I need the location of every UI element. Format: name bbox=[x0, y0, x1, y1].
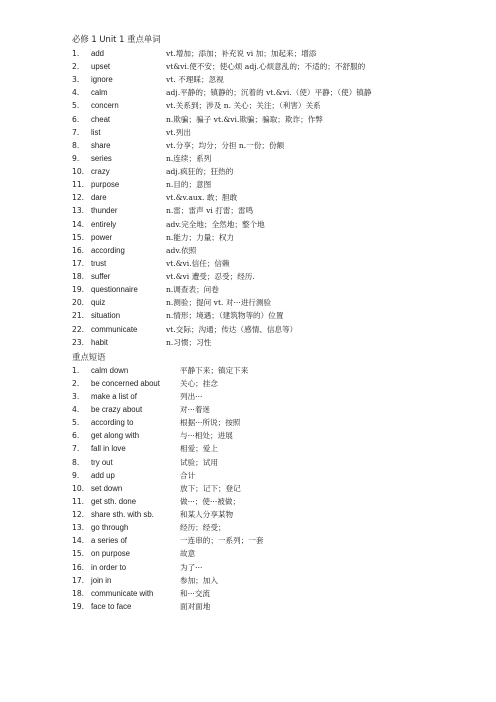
chinese-meaning: n.情形；境遇；（建筑物等的）位置 bbox=[166, 311, 284, 321]
chinese-meaning: 相爱；爱上 bbox=[180, 444, 218, 454]
item-number: 5. bbox=[72, 418, 80, 428]
english-term: according to bbox=[91, 418, 134, 428]
chinese-meaning: n.目的；意图 bbox=[166, 180, 212, 190]
chinese-meaning: 故意 bbox=[180, 549, 196, 559]
english-term: share bbox=[91, 140, 111, 150]
phrases-heading: 重点短语 bbox=[72, 351, 106, 362]
chinese-meaning: 一连串的；一系列；一套 bbox=[180, 536, 264, 546]
item-number: 17. bbox=[72, 258, 85, 268]
chinese-meaning: 和某人分享某物 bbox=[180, 510, 234, 520]
item-number: 7. bbox=[72, 127, 80, 137]
english-term: in order to bbox=[91, 562, 127, 572]
item-number: 13. bbox=[72, 523, 85, 533]
chinese-meaning: adj.平静的；镇静的；沉着的 vt.&vi.（使）平静；（使）镇静 bbox=[166, 88, 372, 98]
chinese-meaning: n.习惯；习性 bbox=[166, 337, 212, 347]
item-number: 6. bbox=[72, 114, 80, 124]
english-term: try out bbox=[91, 457, 113, 467]
item-number: 8. bbox=[72, 457, 80, 467]
item-number: 17. bbox=[72, 575, 85, 585]
item-number: 19. bbox=[72, 285, 85, 295]
chinese-meaning: 根据···所说；按照 bbox=[180, 418, 241, 428]
chinese-meaning: vt.分享；均分；分担 n.一份；份额 bbox=[166, 140, 285, 150]
english-term: fall in love bbox=[91, 444, 126, 454]
chinese-meaning: 合计 bbox=[180, 470, 196, 480]
chinese-meaning: vt. 不理睬；忽视 bbox=[166, 75, 224, 85]
item-number: 13. bbox=[72, 206, 85, 216]
item-number: 16. bbox=[72, 245, 85, 255]
chinese-meaning: n.欺骗；骗子 vt.&vi.欺骗；骗取；欺诈；作弊 bbox=[166, 114, 323, 124]
chinese-meaning: 面对面地 bbox=[180, 601, 211, 611]
item-number: 11. bbox=[72, 496, 85, 506]
english-term: communicate bbox=[91, 324, 138, 334]
english-term: trust bbox=[91, 258, 107, 268]
chinese-meaning: 和···交流 bbox=[180, 588, 211, 598]
chinese-meaning: 放下；记下；登记 bbox=[180, 483, 241, 493]
chinese-meaning: n.雷；雷声 vi 打雷；雷鸣 bbox=[166, 206, 254, 216]
document-title: 必修 1 Unit 1 重点单词 bbox=[72, 34, 161, 44]
chinese-meaning: n.测验；提问 vt. 对···进行测验 bbox=[166, 298, 272, 308]
english-term: upset bbox=[91, 62, 111, 72]
english-term: calm down bbox=[91, 365, 129, 375]
chinese-meaning: vt.&vi 遭受；忍受；经历. bbox=[166, 272, 255, 282]
english-term: ignore bbox=[91, 75, 113, 85]
item-number: 2. bbox=[72, 378, 80, 388]
item-number: 23. bbox=[72, 337, 85, 347]
chinese-meaning: n.调查表；问卷 bbox=[166, 285, 219, 295]
chinese-meaning: vt.&vi.信任；信赖 bbox=[166, 258, 230, 268]
english-term: cheat bbox=[91, 114, 111, 124]
english-term: go through bbox=[91, 523, 129, 533]
chinese-meaning: 为了··· bbox=[180, 562, 203, 572]
item-number: 3. bbox=[72, 75, 80, 85]
item-number: 12. bbox=[72, 193, 85, 203]
item-number: 9. bbox=[72, 470, 80, 480]
item-number: 11. bbox=[72, 180, 85, 190]
item-number: 20. bbox=[72, 298, 85, 308]
english-term: according bbox=[91, 245, 125, 255]
english-term: be concerned about bbox=[91, 378, 160, 388]
english-term: quiz bbox=[91, 298, 106, 308]
item-number: 4. bbox=[72, 405, 80, 415]
chinese-meaning: 参加；加入 bbox=[180, 575, 218, 585]
english-term: set down bbox=[91, 483, 123, 493]
item-number: 9. bbox=[72, 153, 80, 163]
chinese-meaning: vt.关系到；涉及 n. 关心；关注；（利害）关系 bbox=[166, 101, 321, 111]
english-term: purpose bbox=[91, 180, 120, 190]
item-number: 21. bbox=[72, 311, 85, 321]
chinese-meaning: adj.疯狂的；狂热的 bbox=[166, 167, 234, 177]
english-term: communicate with bbox=[91, 588, 154, 598]
english-term: dare bbox=[91, 193, 107, 203]
item-number: 3. bbox=[72, 392, 80, 401]
english-term: habit bbox=[91, 337, 108, 347]
item-number: 14. bbox=[72, 536, 85, 546]
english-term: make a list of bbox=[91, 392, 137, 401]
item-number: 6. bbox=[72, 431, 80, 441]
english-term: concern bbox=[91, 101, 119, 111]
item-number: 4. bbox=[72, 88, 80, 98]
english-term: add bbox=[91, 49, 105, 58]
chinese-meaning: 与···相处；进展 bbox=[180, 431, 233, 441]
english-term: situation bbox=[91, 311, 121, 321]
english-term: power bbox=[91, 232, 113, 242]
english-term: a series of bbox=[91, 536, 127, 546]
english-term: calm bbox=[91, 88, 108, 98]
item-number: 22. bbox=[72, 324, 85, 334]
chinese-meaning: 试验；试用 bbox=[180, 457, 218, 467]
chinese-meaning: vt.增加；添加；补充说 vi 加；加起来；增添 bbox=[166, 49, 317, 58]
english-term: share sth. with sb. bbox=[91, 510, 154, 520]
english-term: face to face bbox=[91, 601, 132, 611]
item-number: 16. bbox=[72, 562, 85, 572]
item-number: 1. bbox=[72, 365, 80, 375]
chinese-meaning: n.能力；力量；权力 bbox=[166, 232, 235, 242]
chinese-meaning: vt.&v.aux. 敢；胆敢 bbox=[166, 193, 238, 203]
chinese-meaning: 关心；挂念 bbox=[180, 378, 218, 388]
item-number: 19. bbox=[72, 601, 85, 611]
item-number: 8. bbox=[72, 140, 80, 150]
english-term: series bbox=[91, 153, 112, 163]
chinese-meaning: 列出··· bbox=[180, 392, 203, 401]
english-term: get sth. done bbox=[91, 496, 137, 506]
chinese-meaning: vt.列出 bbox=[166, 127, 191, 137]
item-number: 10. bbox=[72, 167, 85, 177]
item-number: 14. bbox=[72, 219, 85, 229]
english-term: add up bbox=[91, 470, 115, 480]
item-number: 18. bbox=[72, 272, 85, 282]
item-number: 12. bbox=[72, 510, 85, 520]
chinese-meaning: 平静下来；镇定下来 bbox=[180, 365, 249, 375]
english-term: join in bbox=[91, 575, 112, 585]
item-number: 15. bbox=[72, 232, 85, 242]
item-number: 5. bbox=[72, 101, 80, 111]
chinese-meaning: vt.交际；沟通；传达（感情、信息等） bbox=[166, 324, 298, 334]
chinese-meaning: 经历；经受； bbox=[180, 523, 226, 533]
english-term: get along with bbox=[91, 431, 140, 441]
english-term: be crazy about bbox=[91, 405, 143, 415]
english-term: thunder bbox=[91, 206, 118, 216]
english-term: crazy bbox=[91, 167, 110, 177]
item-number: 7. bbox=[72, 444, 80, 454]
item-number: 15. bbox=[72, 549, 85, 559]
english-term: list bbox=[91, 127, 101, 137]
item-number: 10. bbox=[72, 483, 85, 493]
item-number: 2. bbox=[72, 62, 80, 72]
item-number: 1. bbox=[72, 49, 80, 58]
item-number: 18. bbox=[72, 588, 85, 598]
chinese-meaning: adv.依照 bbox=[166, 245, 197, 255]
english-term: suffer bbox=[91, 272, 111, 282]
chinese-meaning: 做···；使···被做； bbox=[180, 496, 241, 506]
chinese-meaning: 对···着迷 bbox=[180, 405, 211, 415]
chinese-meaning: vt&vi.使不安；使心烦 adj.心烦意乱的；不适的；不舒服的 bbox=[166, 62, 366, 72]
english-term: questionnaire bbox=[91, 285, 138, 295]
chinese-meaning: n.连续；系列 bbox=[166, 153, 212, 163]
chinese-meaning: adv.完全地；全然地；整个地 bbox=[166, 219, 265, 229]
english-term: entirely bbox=[91, 219, 117, 229]
english-term: on purpose bbox=[91, 549, 131, 559]
